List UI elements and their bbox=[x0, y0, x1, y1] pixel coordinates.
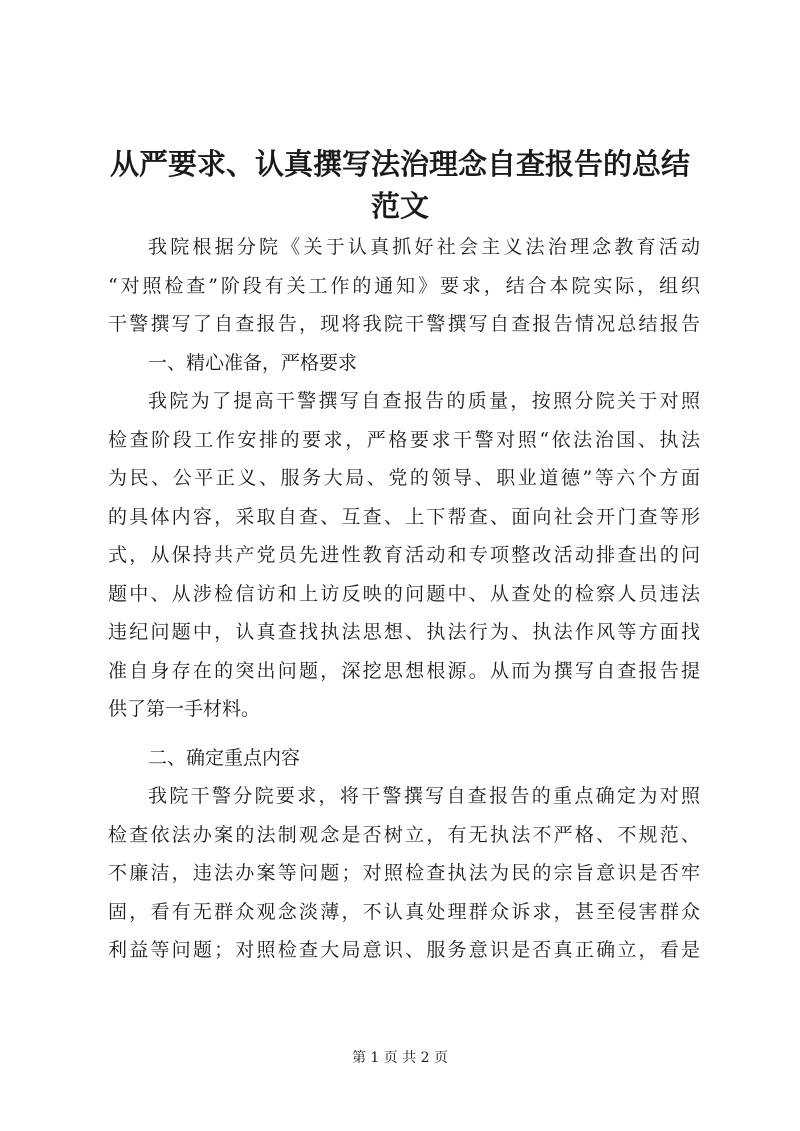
paragraph-gap bbox=[108, 729, 700, 739]
paragraph-line: 题中、从涉检信访和上访反映的问题中、从查处的检察人员违法 bbox=[108, 582, 700, 605]
document-title bbox=[90, 143, 710, 227]
paragraph-line: 干警撰写了自查报告，现将我院干警撰写自查报告情况总结报告 bbox=[108, 313, 700, 335]
document-body bbox=[108, 228, 700, 970]
section-heading-1: 一、精心准备，严格要求 bbox=[148, 351, 358, 374]
paragraph-line: 为民、公平正义、服务大局、党的领导、职业道德”等六个方面 bbox=[108, 467, 700, 489]
section-heading-2: 二、确定重点内容 bbox=[148, 746, 301, 769]
paragraph-line: 供了第一手材料。 bbox=[108, 698, 261, 720]
page-footer: 第 1 页 共 2 页 bbox=[351, 1050, 449, 1066]
title-line-2: 范文 bbox=[370, 189, 429, 223]
paragraph-line: 利益等问题；对照检查大局意识、服务意识是否真正确立，看是 bbox=[108, 939, 700, 961]
paragraph-line: 的具体内容，采取自查、互查、上下帮查、面向社会开门查等形 bbox=[108, 505, 700, 528]
paragraph-line: 我院为了提高干警撰写自查报告的质量，按照分院关于对照 bbox=[148, 390, 700, 412]
paragraph-line: 不廉洁，违法办案等问题；对照检查执法为民的宗旨意识是否牢 bbox=[108, 862, 700, 884]
paragraph-line: 我院根据分院《关于认真抓好社会主义法治理念教育活动 bbox=[148, 236, 700, 258]
paragraph-line: 固，看有无群众观念淡薄，不认真处理群众诉求，甚至侵害群众 bbox=[108, 900, 700, 923]
title-line-1: 从严要求、认真撰写法治理念自查报告的总结 bbox=[109, 147, 690, 181]
paragraph-line: 检查阶段工作安排的要求，严格要求干警对照“依法治国、执法 bbox=[108, 428, 700, 451]
paragraph-line: 我院干警分院要求，将干警撰写自查报告的重点确定为对照 bbox=[148, 785, 700, 807]
paragraph-line: 准自身存在的突出问题，深挖思想根源。从而为撰写自查报告提 bbox=[108, 659, 700, 682]
paragraph-line: “对照检查”阶段有关工作的通知》要求，结合本院实际，组织 bbox=[108, 274, 700, 297]
paragraph-line: 违纪问题中，认真查找执法思想、执法行为、执法作风等方面找 bbox=[108, 621, 700, 643]
paragraph-line: 检查依法办案的法制观念是否树立，有无执法不严格、不规范、 bbox=[108, 823, 700, 846]
paragraph-line: 式，从保持共产党员先进性教育活动和专项整改活动排查出的问 bbox=[108, 544, 700, 566]
